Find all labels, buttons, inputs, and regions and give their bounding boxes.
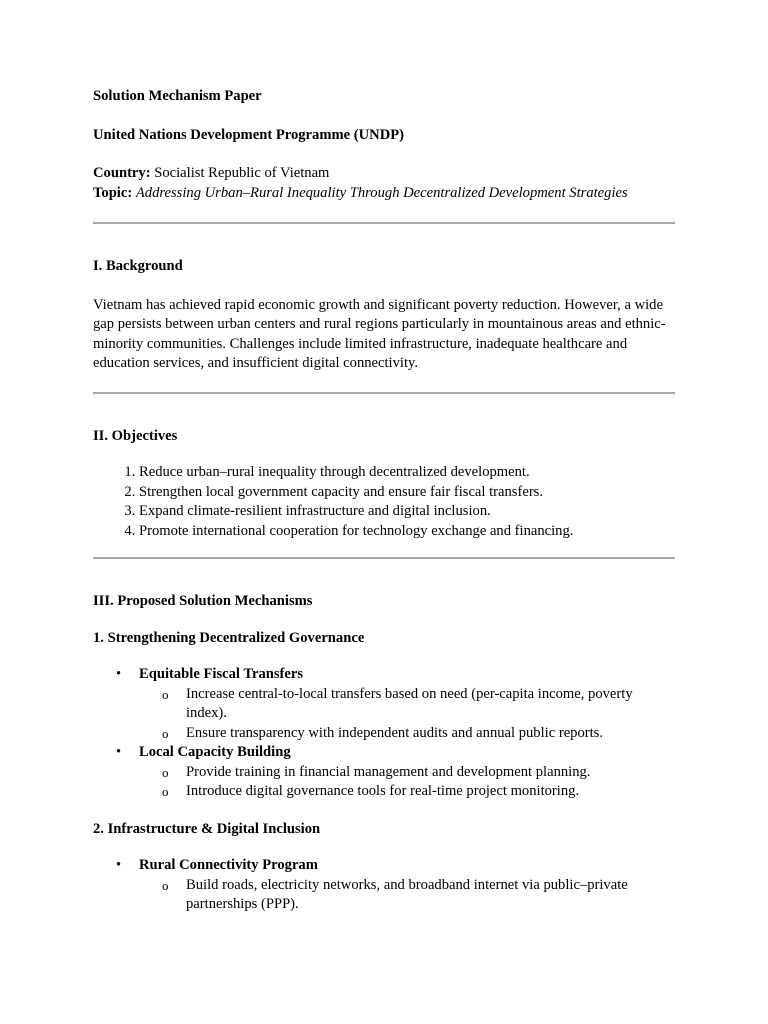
divider-1 [93, 222, 675, 224]
objective-item: 2. Strengthen local government capacity and ensure fair fiscal transfers. [139, 483, 675, 503]
country-line [93, 164, 675, 184]
solutions-heading: III. Proposed Solution Mechanisms [93, 593, 313, 609]
country-value: Socialist Republic of Vietnam [154, 165, 330, 181]
sub-list-item: o Build roads, electricity networks, and broadband internet via public–private partnerships (PPP). [186, 876, 675, 915]
sub-list [139, 876, 675, 915]
topic-label: Topic: [93, 184, 133, 201]
sub-list [139, 763, 675, 802]
background-heading: I. Background [93, 258, 183, 274]
list-item [139, 856, 675, 915]
objective-item: 1. Reduce urban–rural inequality through decentralized development. [139, 463, 675, 483]
sub-list-item: o Ensure transparency with independent audits and annual public reports. [186, 724, 675, 744]
topic-value: Addressing Urban–Rural Inequality Through Decentralized Development Strategies [135, 184, 628, 201]
objective-item: 4. Promote international cooperation for technology exchange and financing. [139, 522, 675, 542]
objectives-list [93, 463, 675, 541]
governance-subheading: 1. Strengthening Decentralized Governance [93, 629, 365, 646]
divider-2 [93, 392, 675, 394]
divider-3 [93, 557, 675, 559]
governance-list [93, 665, 675, 802]
sub-list-item: o Increase central-to-local transfers based on need (per-capita income, poverty index). [186, 685, 675, 724]
background-text: Vietnam has achieved rapid economic growth and significant poverty reduction. However, a wide gap persists between urban centers and rural regions particularly in mountainous areas and ethnic-minority communities. Challenges include limited infrastructure, inadequate healthcare and education services, and insufficient digital connectivity. [93, 296, 666, 371]
paper-title: Solution Mechanism Paper [93, 88, 262, 104]
document-body [93, 87, 675, 915]
list-item [139, 665, 675, 743]
infrastructure-list [93, 856, 675, 915]
infrastructure-subheading: 2. Infrastructure & Digital Inclusion [93, 820, 321, 837]
list-item-title: Equitable Fiscal Transfers [139, 666, 304, 682]
sub-list [139, 685, 675, 744]
list-item [139, 743, 675, 802]
list-item-title: Local Capacity Building [139, 744, 291, 760]
objective-item: 3. Expand climate-resilient infrastructure and digital inclusion. [139, 502, 675, 522]
list-item-title: Rural Connectivity Program [139, 857, 318, 873]
objectives-heading: II. Objectives [93, 427, 178, 444]
topic-line [93, 184, 675, 204]
sub-list-item: o Provide training in financial management and development planning. [186, 763, 675, 783]
sub-list-item: o Introduce digital governance tools for real-time project monitoring. [186, 782, 675, 802]
organization-name: United Nations Development Programme (UNDP) [93, 126, 405, 143]
country-label: Country: [93, 165, 151, 181]
